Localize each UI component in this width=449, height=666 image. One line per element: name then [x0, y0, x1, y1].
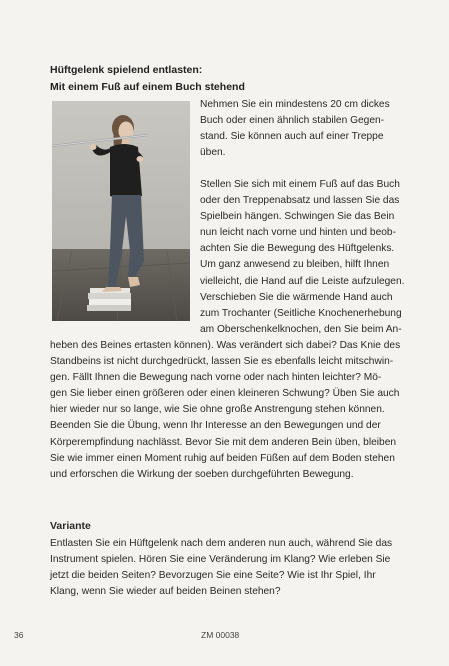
text-line: Standbeins ist nicht durchgedrückt, lassen Sie es ebenfalls leicht mitschwin- — [50, 356, 394, 368]
variant-heading: Variante — [50, 520, 91, 532]
text-line: jetzt die beiden Seiten? Bevorzugen Sie eine Seite? Wie ist Ihr Spiel, Ihr — [50, 570, 376, 582]
paragraph-intro — [200, 97, 420, 161]
section-heading-line2: Mit einem Fuß auf einem Buch stehend — [50, 81, 245, 93]
text-line: Verschieben Sie die wärmende Hand auch — [200, 291, 393, 303]
flutist-illustration — [52, 101, 190, 321]
text-line: nun leicht nach vorne und hinten und beob- — [200, 227, 396, 239]
text-line: Buch oder einen ähnlich stabilen Gegen- — [200, 115, 385, 127]
section-heading-line1: Hüftgelenk spielend entlasten: — [50, 64, 203, 76]
flutist-photo — [52, 101, 190, 321]
text-line: vielleicht, die Hand auf die Leiste aufzulegen. — [200, 275, 405, 287]
text-line: und erforschen die Wirkung der soeben durchgeführten Bewegung. — [50, 468, 354, 480]
text-line: Körperempfindung nachlässt. Bevor Sie mit dem anderen Bein üben, bleiben — [50, 436, 397, 448]
text-line: gen Sie lieber einen größeren oder einen kleineren Schwung? Üben Sie auch — [50, 388, 400, 400]
text-line: gen. Fällt Ihnen die Bewegung nach vorne oder nach hinten leichter? Mö- — [50, 372, 382, 384]
paragraph-instructions-full — [50, 338, 420, 483]
text-line: Klang, wenn Sie wieder auf beiden Beinen stehen? — [50, 586, 281, 598]
text-line: Sie wie immer einen Moment ruhig auf beiden Füßen auf dem Boden stehen — [50, 452, 395, 464]
text-line: achten Sie die Bewegung des Hüftgelenks. — [200, 243, 395, 255]
paragraph-instructions-side — [200, 177, 420, 338]
text-line: zum Trochanter (Seitliche Knochenerhebung — [200, 307, 402, 319]
text-line: Nehmen Sie ein mindestens 20 cm dickes — [200, 99, 390, 110]
text-line: am Oberschenkelknochen, den Sie beim An- — [200, 323, 402, 335]
text-line: stand. Sie können auch auf einer Treppe — [200, 131, 384, 143]
paragraph-variant — [50, 536, 420, 600]
text-line: Um ganz anwesend zu bleiben, hilft Ihnen — [200, 259, 390, 271]
page-number: 36 — [14, 630, 24, 640]
text-line: üben. — [200, 147, 226, 159]
text-line: Spielbein hängen. Schwingen Sie das Bein — [200, 211, 395, 223]
text-line: Instrument spielen. Hören Sie eine Veränderung im Klang? Wie erleben Sie — [50, 554, 391, 566]
text-line: Beenden Sie die Übung, wenn Ihr Interesse an den Bewegungen und der — [50, 420, 381, 432]
text-line: Entlasten Sie ein Hüftgelenk nach dem anderen nun auch, während Sie das — [50, 538, 393, 549]
publisher-code: ZM 00038 — [201, 630, 240, 640]
text-line: oder den Treppenabsatz und lassen Sie das — [200, 195, 400, 207]
text-line: heben des Beines ertasten können). Was verändert sich dabei? Das Knie des — [50, 340, 401, 351]
text-line: hier wieder nur so lange, wie Sie ohne große Anstrengung stehen können. — [50, 404, 385, 416]
text-line: Stellen Sie sich mit einem Fuß auf das Buch — [200, 179, 400, 190]
